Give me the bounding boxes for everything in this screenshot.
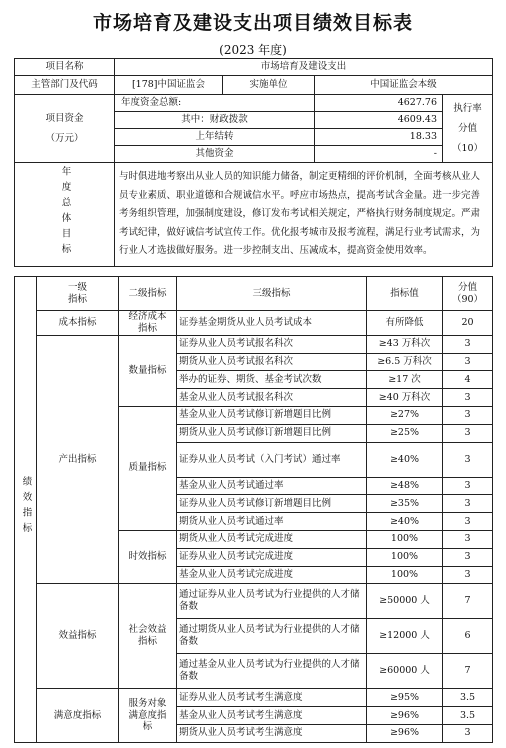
indicator-level3: 证券从业人员考试（入门考试）通过率 bbox=[177, 442, 367, 477]
indicator-level3: 通过基金从业人员考试为行业提供的人才储备数 bbox=[177, 654, 367, 689]
indicator-level2: 时效指标 bbox=[119, 530, 177, 583]
header-level3: 三级指标 bbox=[177, 277, 367, 311]
indicator-value: 100% bbox=[367, 548, 443, 566]
indicator-level3: 期货从业人员考试考生满意度 bbox=[177, 724, 367, 742]
indicator-level1: 效益指标 bbox=[37, 584, 119, 689]
indicator-value: ≥95% bbox=[367, 689, 443, 707]
indicator-level1: 成本指标 bbox=[37, 311, 119, 336]
indicator-score: 3 bbox=[443, 353, 493, 371]
dept-label: 主管部门及代码 bbox=[15, 76, 115, 95]
indicator-score: 3 bbox=[443, 389, 493, 407]
header-level1: 一级 指标 bbox=[37, 277, 119, 311]
indicator-value: ≥60000 人 bbox=[367, 654, 443, 689]
page-title: 市场培育及建设支出项目绩效目标表 bbox=[92, 12, 413, 34]
header-score: 分值 （90） bbox=[443, 277, 493, 311]
impl-value: 中国证监会本级 bbox=[315, 76, 493, 95]
indicator-level3: 证券从业人员考试修订新增题目比例 bbox=[177, 495, 367, 513]
indicator-level3: 基金从业人员考试修订新增题目比例 bbox=[177, 406, 367, 424]
indicator-value: 100% bbox=[367, 566, 443, 584]
indicator-score: 3 bbox=[443, 335, 493, 353]
funds-row-value: 4609.43 bbox=[315, 112, 443, 129]
indicator-level2: 经济成本 指标 bbox=[119, 311, 177, 336]
indicator-value: ≥25% bbox=[367, 424, 443, 442]
indicator-level3: 期货从业人员考试修订新增题目比例 bbox=[177, 424, 367, 442]
indicator-score: 7 bbox=[443, 584, 493, 619]
indicator-level3: 期货从业人员考试完成进度 bbox=[177, 530, 367, 548]
funds-row-value: 18.33 bbox=[315, 129, 443, 146]
indicator-value: ≥27% bbox=[367, 406, 443, 424]
indicator-value: ≥40 万科次 bbox=[367, 389, 443, 407]
indicators-table bbox=[14, 276, 493, 743]
indicator-value: ≥40% bbox=[367, 513, 443, 531]
indicator-value: ≥50000 人 bbox=[367, 584, 443, 619]
impl-label: 实施单位 bbox=[223, 76, 315, 95]
indicator-value: 100% bbox=[367, 530, 443, 548]
funds-row-value: - bbox=[315, 146, 443, 163]
indicator-row bbox=[15, 584, 493, 619]
indicator-value: ≥96% bbox=[367, 707, 443, 725]
indicator-level3: 证券基金期货从业人员考试成本 bbox=[177, 311, 367, 336]
indicator-value: ≥40% bbox=[367, 442, 443, 477]
indicator-level3: 期货从业人员考试报名科次 bbox=[177, 353, 367, 371]
indicator-score: 4 bbox=[443, 371, 493, 389]
indicator-level3: 证券从业人员考试完成进度 bbox=[177, 548, 367, 566]
indicators-side-label: 绩效指标 bbox=[20, 476, 32, 539]
indicator-score: 3 bbox=[443, 406, 493, 424]
header-value: 指标值 bbox=[367, 277, 443, 311]
funds-label: 项目资金 （万元） bbox=[15, 95, 115, 163]
indicator-level1: 产出指标 bbox=[37, 335, 119, 584]
goal-text: 与时俱进地考察出从业人员的知识能力储备，制定更精细的评价机制，全面考核从业人员专业素质、职业道德和合规诚信水平。呼应市场热点，提高考试含金量。进一步完善考务组织管理，加强制度建设，修订发布考试相关规定，严格执行财务制度规定。严肃考试纪律，做好诚信考试宣传工作。优化报考城市及报考流程，满足行业考试需求，为行业人才选拔做好服务。进一步控制支出、压减成本，提高资金使用效率。 bbox=[115, 163, 493, 267]
project-name-value: 市场培育及建设支出 bbox=[115, 59, 493, 76]
indicator-level3: 基金从业人员考试考生满意度 bbox=[177, 707, 367, 725]
indicator-score: 3 bbox=[443, 477, 493, 495]
header-level2: 二级指标 bbox=[119, 277, 177, 311]
dept-value: [178]中国证监会 bbox=[115, 76, 223, 95]
indicator-score: 3 bbox=[443, 442, 493, 477]
indicator-level2: 质量指标 bbox=[119, 406, 177, 530]
indicator-row bbox=[15, 689, 493, 707]
indicator-value: ≥96% bbox=[367, 724, 443, 742]
indicator-row bbox=[15, 335, 493, 353]
indicator-score: 7 bbox=[443, 654, 493, 689]
indicator-score: 3 bbox=[443, 424, 493, 442]
funds-row-label: 上年结转 bbox=[115, 129, 315, 146]
indicator-score: 3 bbox=[443, 566, 493, 584]
indicator-level1: 满意度指标 bbox=[37, 689, 119, 742]
indicator-level3: 基金从业人员考试完成进度 bbox=[177, 566, 367, 584]
indicator-score: 3 bbox=[443, 548, 493, 566]
indicator-score: 3 bbox=[443, 495, 493, 513]
funds-row-label: 其中：财政拨款 bbox=[115, 112, 315, 129]
project-name-label: 项目名称 bbox=[15, 59, 115, 76]
project-info-table bbox=[14, 58, 493, 267]
indicator-score: 3.5 bbox=[443, 707, 493, 725]
indicators-side-label-cell bbox=[15, 277, 37, 743]
indicator-value: 有所降低 bbox=[367, 311, 443, 336]
indicator-score: 3 bbox=[443, 513, 493, 531]
indicator-value: ≥6.5 万科次 bbox=[367, 353, 443, 371]
indicator-level3: 基金从业人员考试通过率 bbox=[177, 477, 367, 495]
indicator-value: ≥43 万科次 bbox=[367, 335, 443, 353]
indicator-level3: 期货从业人员考试通过率 bbox=[177, 513, 367, 531]
indicator-level3: 通过证券从业人员考试为行业提供的人才储备数 bbox=[177, 584, 367, 619]
indicator-level3: 基金从业人员考试报名科次 bbox=[177, 389, 367, 407]
exec-rate-label: 执行率 分值（10） bbox=[443, 95, 493, 163]
goal-label: 年度总体目标 bbox=[59, 165, 71, 259]
indicator-level2: 数量指标 bbox=[119, 335, 177, 406]
funds-row-value: 4627.76 bbox=[315, 95, 443, 112]
indicator-level2: 社会效益 指标 bbox=[119, 584, 177, 689]
indicator-level3: 证券从业人员考试报名科次 bbox=[177, 335, 367, 353]
page-subtitle: (2023 年度) bbox=[219, 43, 287, 57]
goal-label-cell bbox=[15, 163, 115, 267]
indicator-level3: 证券从业人员考试考生满意度 bbox=[177, 689, 367, 707]
funds-row-label: 其他资金 bbox=[115, 146, 315, 163]
indicator-value: ≥12000 人 bbox=[367, 619, 443, 654]
indicator-value: ≥35% bbox=[367, 495, 443, 513]
indicator-value: ≥48% bbox=[367, 477, 443, 495]
indicator-level2: 服务对象 满意度指 标 bbox=[119, 689, 177, 742]
indicator-score: 20 bbox=[443, 311, 493, 336]
indicator-score: 3 bbox=[443, 530, 493, 548]
indicator-row bbox=[15, 311, 493, 336]
indicator-level3: 通过期货从业人员考试为行业提供的人才储备数 bbox=[177, 619, 367, 654]
indicator-level3: 举办的证券、期货、基金考试次数 bbox=[177, 371, 367, 389]
indicator-value: ≥17 次 bbox=[367, 371, 443, 389]
indicator-score: 3.5 bbox=[443, 689, 493, 707]
indicator-score: 3 bbox=[443, 724, 493, 742]
funds-row-label: 年度资金总额: bbox=[115, 95, 315, 112]
indicator-score: 6 bbox=[443, 619, 493, 654]
